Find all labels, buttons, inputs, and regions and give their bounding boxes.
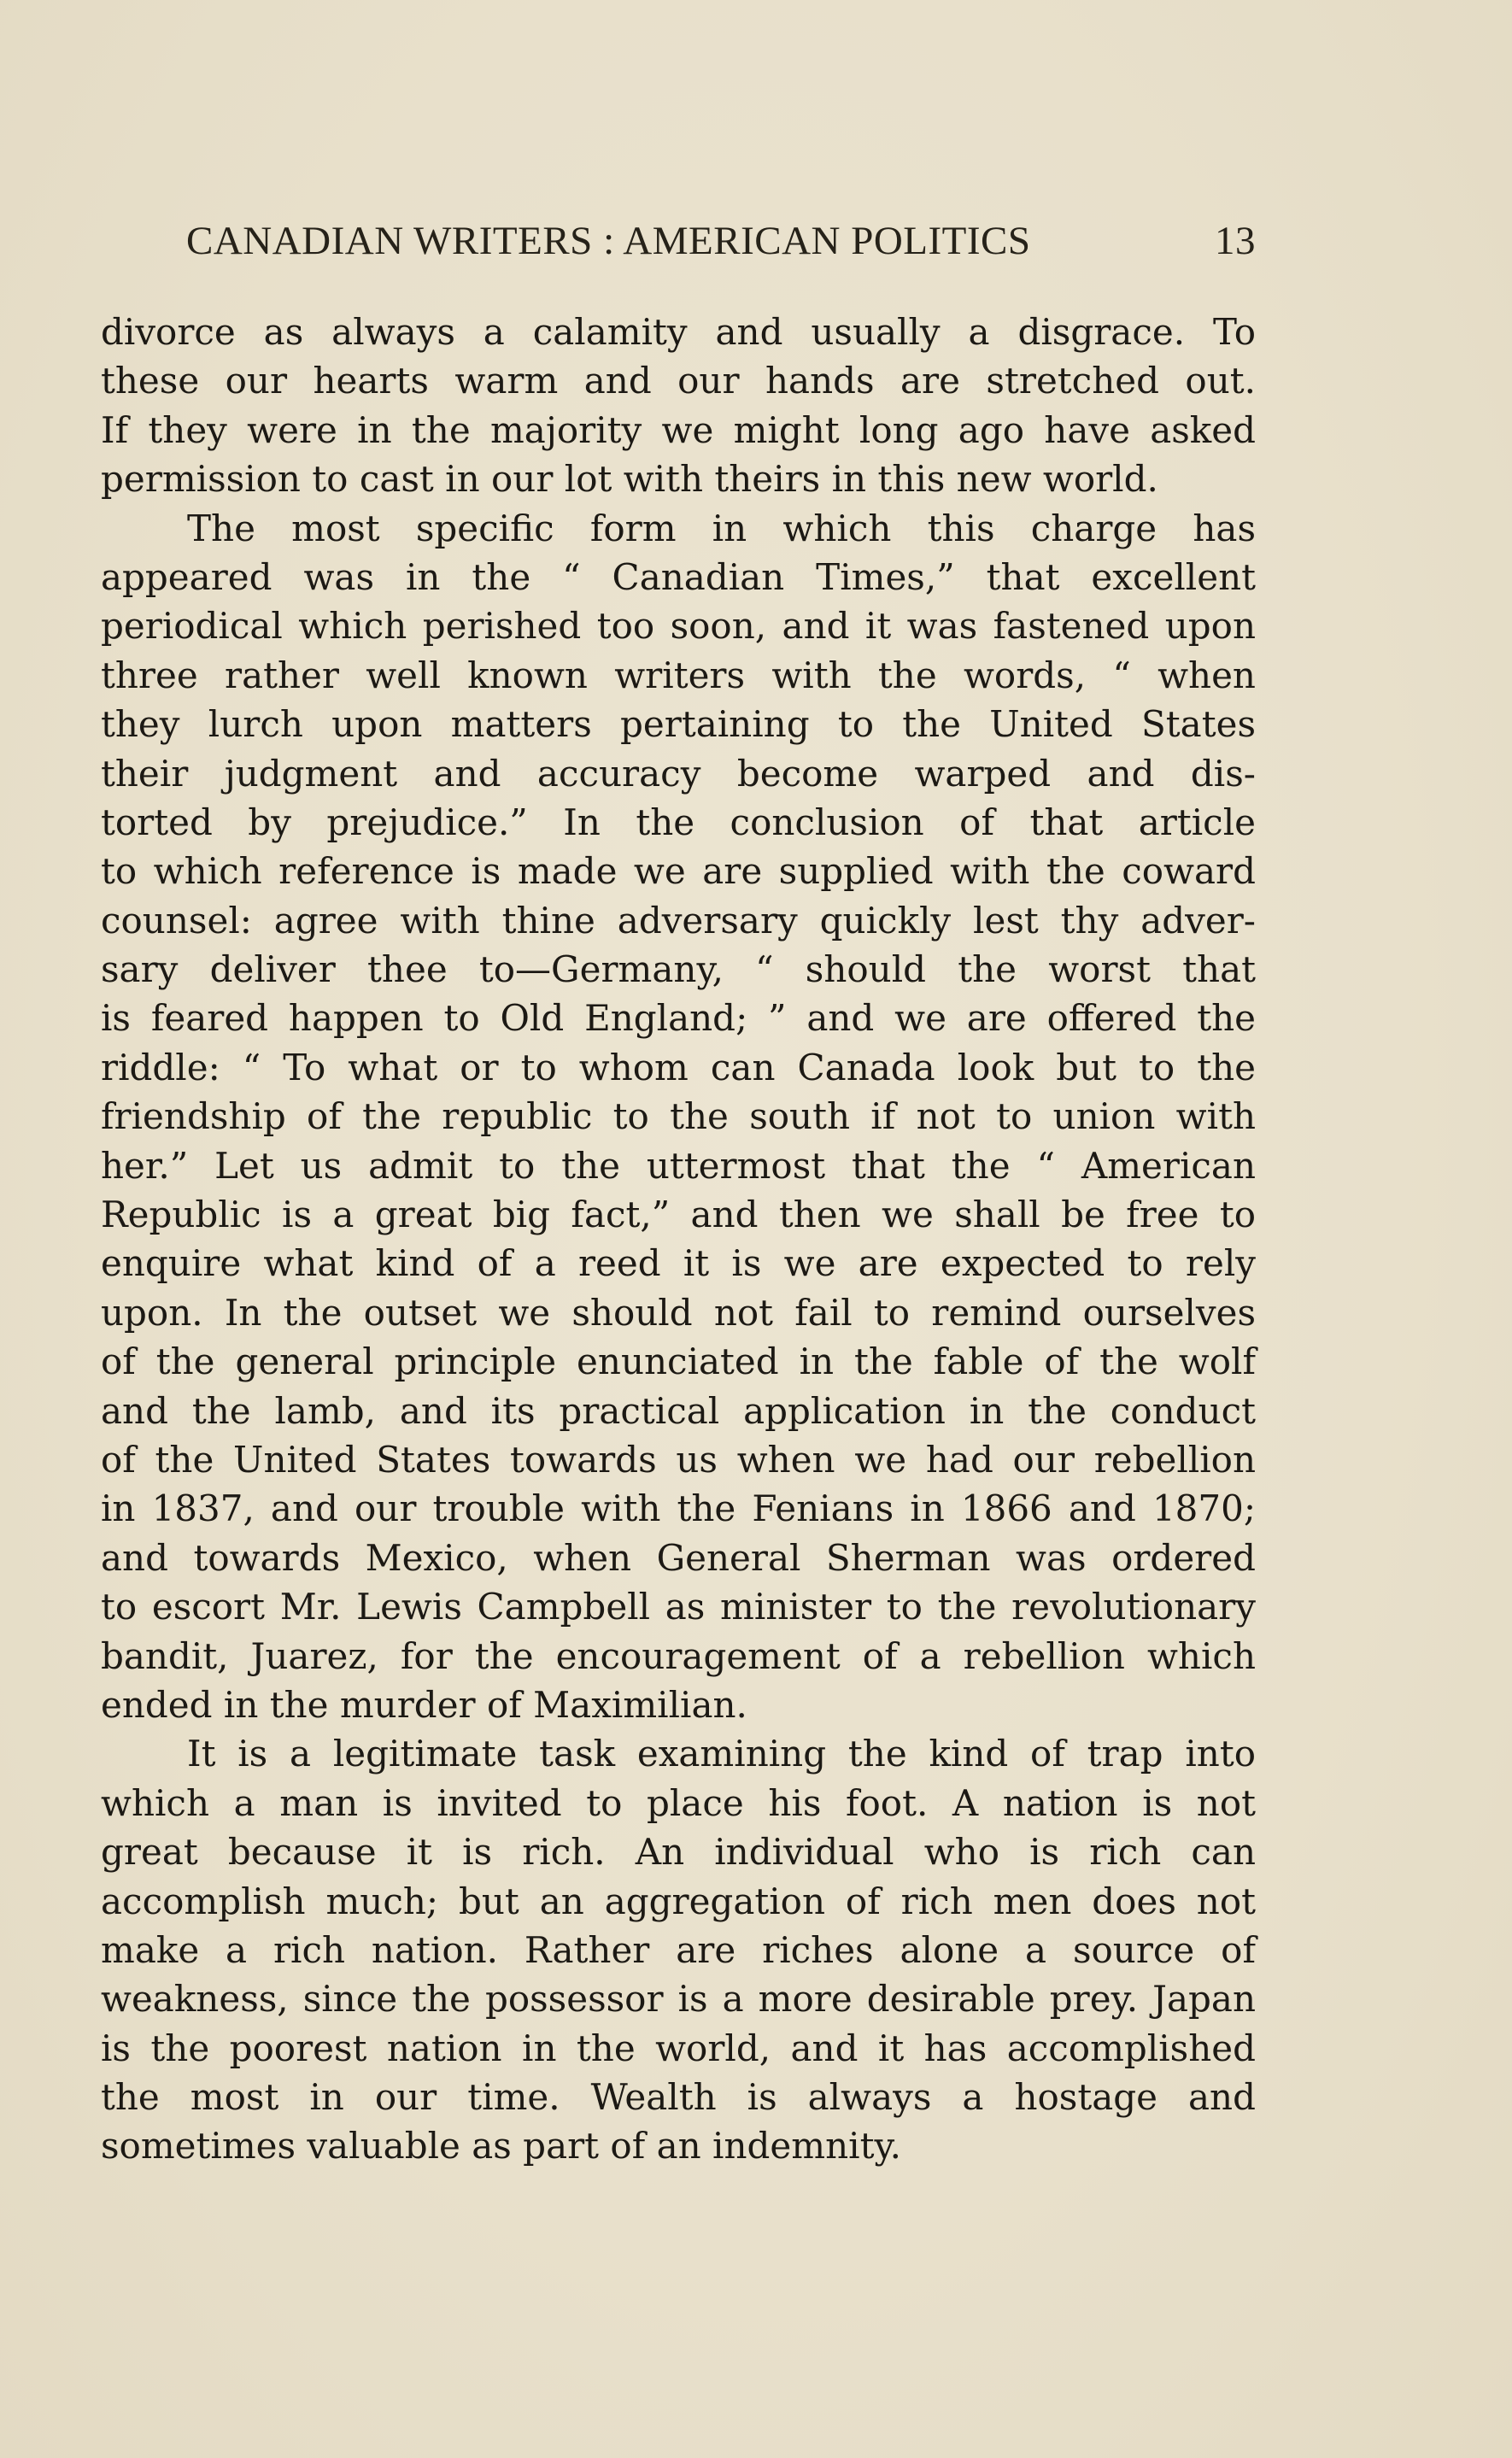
text-line: make a rich nation. Rather are riches alone a source of [101,1928,1256,1971]
text-line: to which reference is made we are supplied with the coward [101,850,1256,893]
text-line: of the United States towards us when we had our rebellion [101,1438,1256,1481]
paragraph [101,1729,1256,2171]
text-line: periodical which perished too soon, and it was fastened upon [101,605,1256,648]
text-line: and towards Mexico, when General Sherman was ordered [101,1536,1256,1579]
text-line: bandit, Juarez, for the encouragement of a rebellion which [101,1634,1256,1677]
text-line: to escort Mr. Lewis Campbell as minister to the revolutionary [101,1586,1256,1628]
text-line: counsel: agree with thine adversary quickly lest thy adver- [101,899,1256,942]
paragraph [101,308,1256,504]
text-line: is feared happen to Old England; ” and we are offered the [101,997,1256,1040]
text-line: sometimes valuable as part of an indemnity. [101,2125,901,2168]
text-line: is the poorest nation in the world, and it has accomplished [101,2027,1256,2069]
text-line: It is a legitimate task examining the kind of trap into [187,1733,1256,1775]
text-line: ended in the murder of Maximilian. [101,1683,747,1726]
text-line: the most in our time. Wealth is always a hostage and [101,2076,1256,2119]
text-line: sary deliver thee to—Germany, “ should the worst that [101,948,1256,991]
text-line: their judgment and accuracy become warped and dis- [101,752,1256,795]
text-line: upon. In the outset we should not fail to remind ourselves [101,1291,1256,1334]
text-line: and the lamb, and its practical application in the conduct [101,1389,1256,1432]
text-line: accomplish much; but an aggregation of rich men does not [101,1880,1256,1922]
text-line: permission to cast in our lot with theirs in this new world. [101,458,1158,501]
text-line: in 1837, and our trouble with the Fenians in 1866 and 1870; [101,1487,1256,1530]
body-text [101,308,1256,2171]
text-line: friendship of the republic to the south if not to union with [101,1095,1256,1138]
paragraph [101,504,1256,1730]
text-line: weakness, since the possessor is a more desirable prey. Japan [101,1978,1256,2021]
text-line: great because it is rich. An individual who is rich can [101,1831,1256,1874]
text-line: divorce as always a calamity and usually a disgrace. To [101,311,1256,353]
text-line: The most specific form in which this charge has [187,507,1256,549]
text-line: torted by prejudice.” In the conclusion of that article [101,801,1256,843]
text-line: If they were in the majority we might long ago have asked [101,408,1256,451]
text-line: riddle: “ To what or to whom can Canada look but to the [101,1046,1256,1088]
text-line: these our hearts warm and our hands are stretched out. [101,360,1256,402]
page-number: 13 [1215,219,1256,263]
text-line: her.” Let us admit to the uttermost that the “ American [101,1144,1256,1187]
text-line: enquire what kind of a reed it is we are expected to rely [101,1242,1256,1285]
text-line: three rather well known writers with the words, “ when [101,654,1256,696]
text-line: Republic is a great big fact,” and then we shall be free to [101,1194,1256,1236]
text-line: appeared was in the “ Canadian Times,” that excellent [101,555,1256,598]
text-line: which a man is invited to place his foot. A nation is not [101,1781,1256,1824]
text-line: they lurch upon matters pertaining to the United States [101,703,1256,746]
running-head [186,218,1256,264]
running-title: CANADIAN WRITERS : AMERICAN POLITICS [186,219,1031,263]
text-line: of the general principle enunciated in the fable of the wolf [101,1340,1256,1383]
